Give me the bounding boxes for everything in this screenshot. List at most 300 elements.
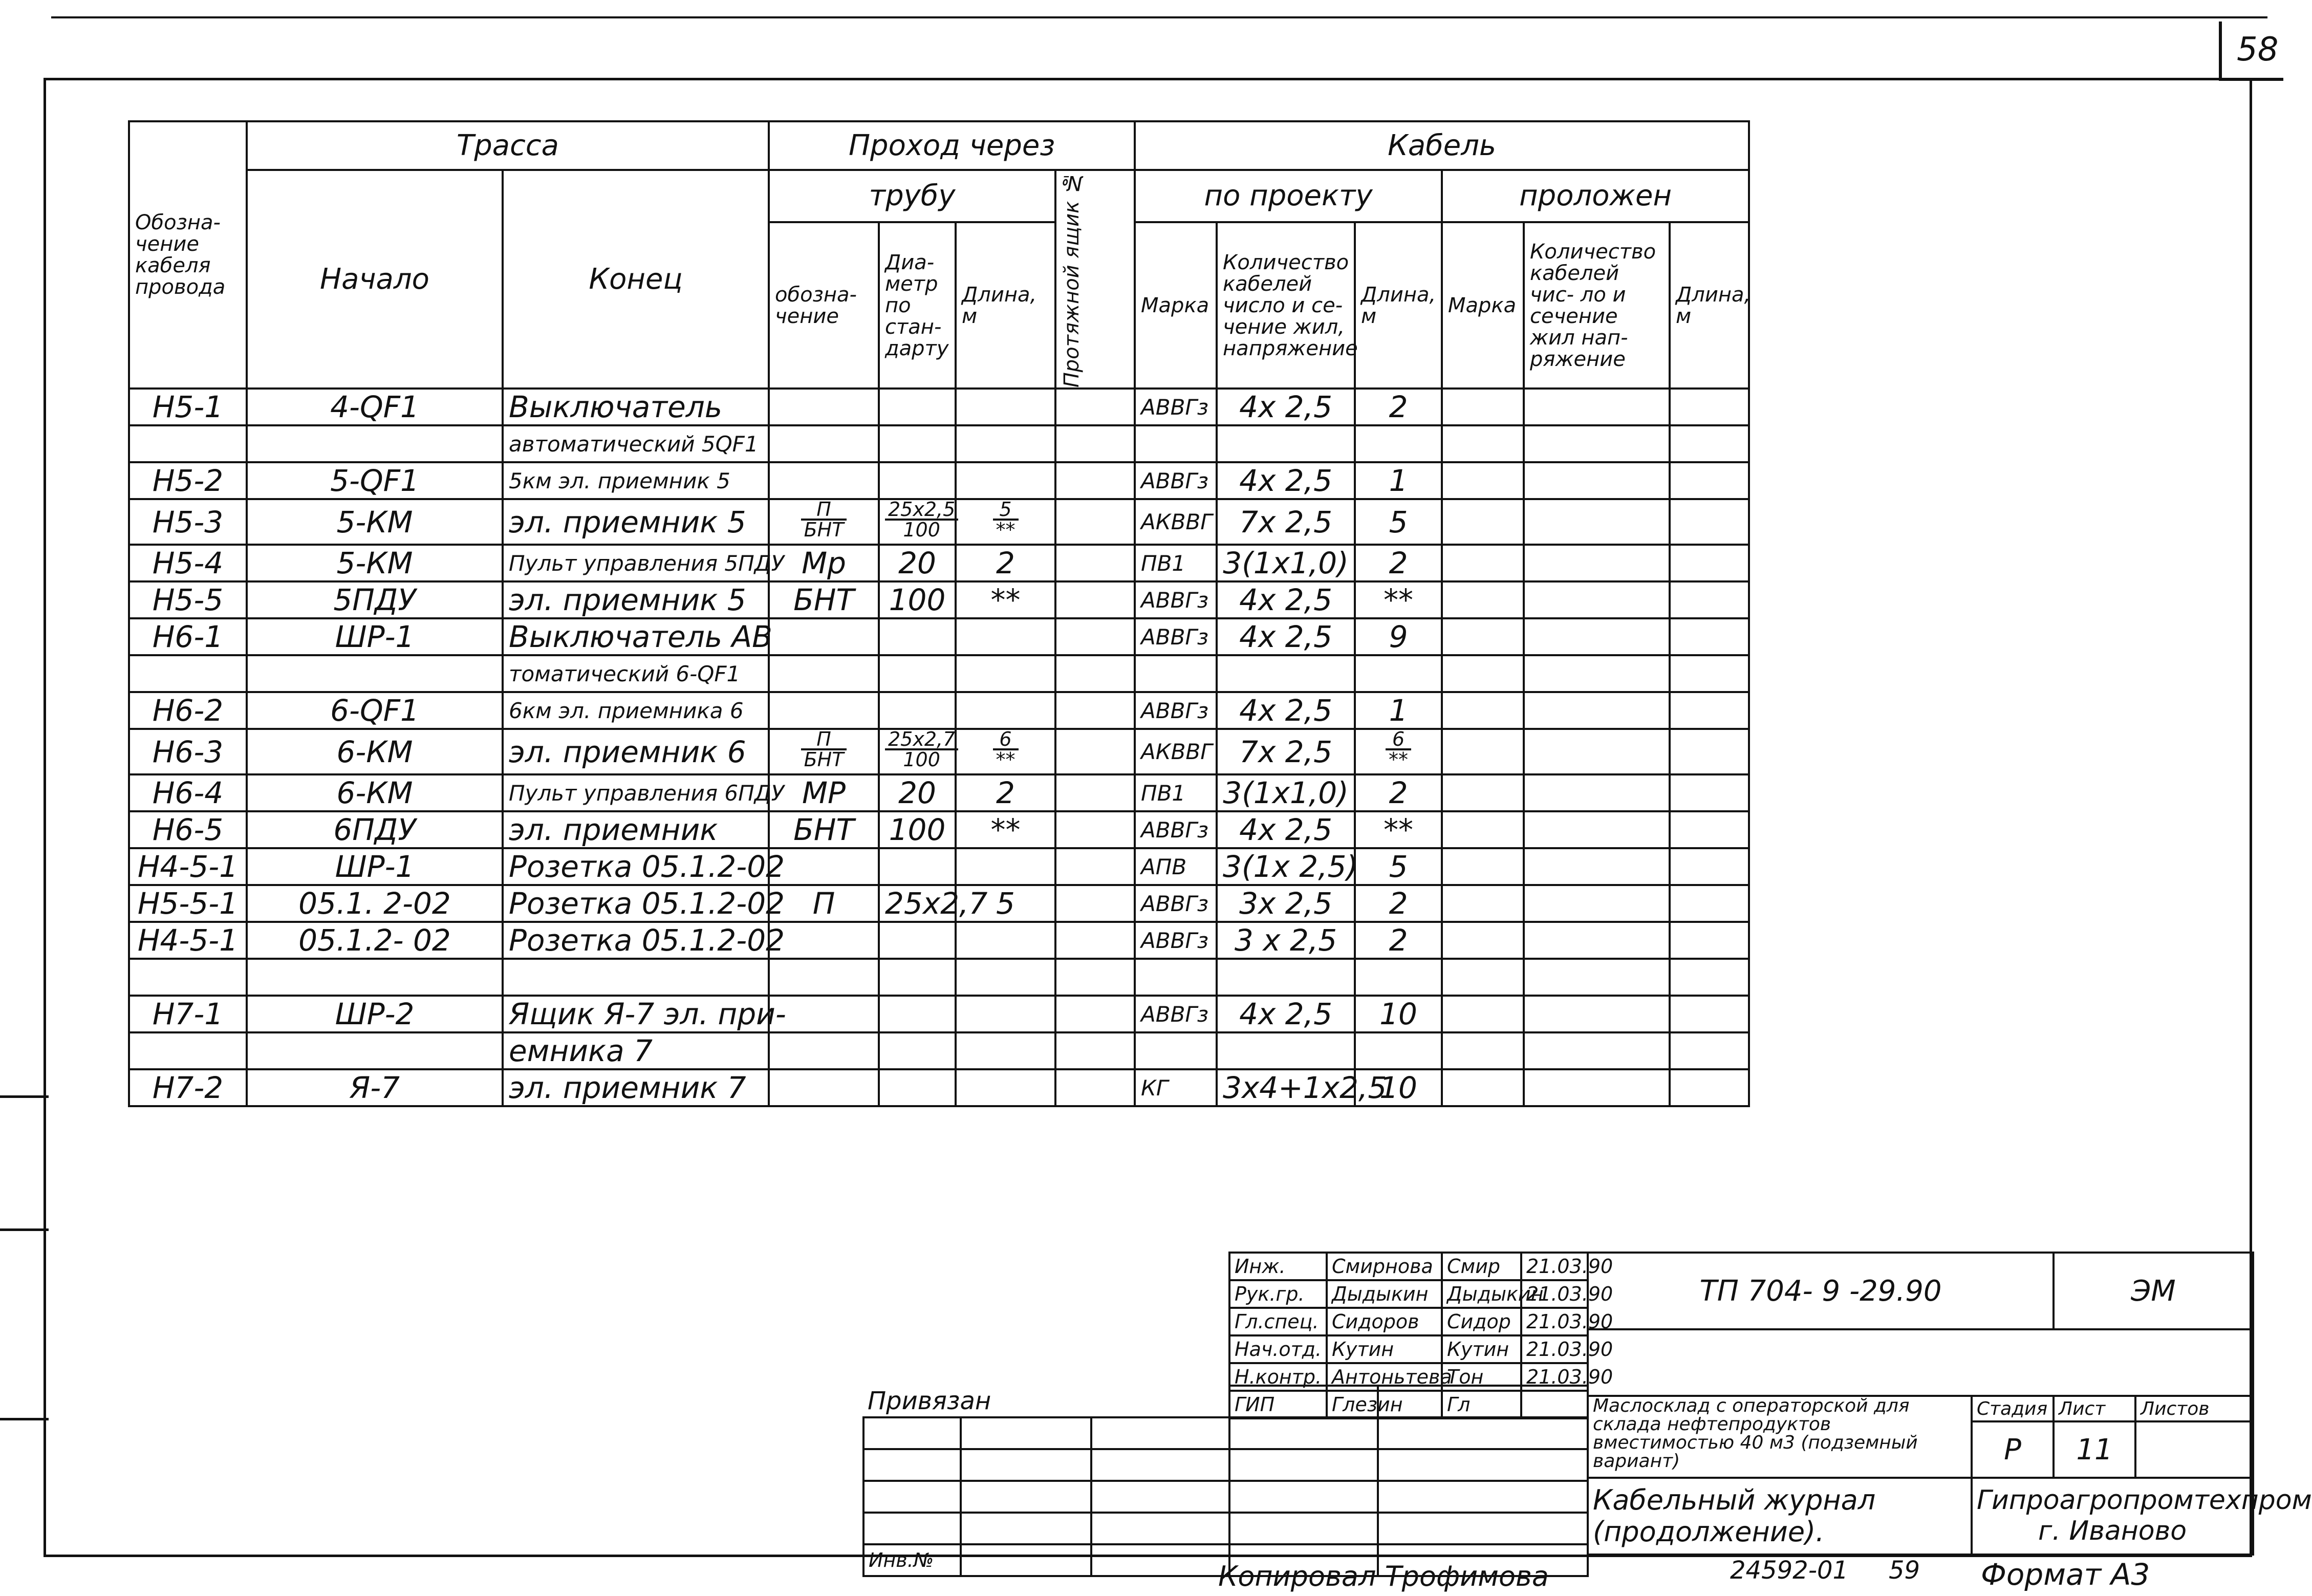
col-passage: Проход через	[769, 121, 1135, 170]
col-pipe-diameter: Диа- метр по стан- дарту	[879, 222, 956, 389]
cell-pipe-length	[956, 655, 1055, 692]
cell-count-section: 7х 2,5	[1217, 499, 1355, 545]
cell-pipe-designation: МР	[769, 774, 879, 811]
col-laid: проложен	[1442, 170, 1749, 222]
cable-rows	[129, 389, 1749, 1106]
archive-number: 24592-01	[1730, 1556, 1849, 1585]
cell-length: 2	[1355, 389, 1442, 425]
cell-pull-box	[1055, 499, 1135, 545]
cell-count-section: 4х 2,5	[1217, 811, 1355, 848]
cell-pipe-length	[956, 996, 1055, 1032]
cell-length: 10	[1355, 1069, 1442, 1106]
cell-mark: АВВГз	[1135, 996, 1217, 1032]
cell-pipe-diameter	[879, 959, 956, 996]
cell-route-start	[247, 655, 503, 692]
table-row	[129, 545, 1749, 581]
table-row	[129, 959, 1749, 996]
cell-pipe-length-denominator: **	[996, 519, 1015, 542]
cell-length: 9	[1355, 618, 1442, 655]
table-row	[129, 581, 1749, 618]
cell-pipe-length	[956, 618, 1055, 655]
signature-mark: Сидор	[1442, 1308, 1521, 1335]
cell-pipe-designation	[769, 1069, 879, 1106]
cell-designation: Н5-5	[129, 581, 247, 618]
margin-tick	[0, 1095, 49, 1098]
cell-count-section-laid	[1524, 655, 1670, 692]
col-by-project: по проекту	[1135, 170, 1442, 222]
cell-route-end: Пульт управления 5ПДУ	[503, 545, 769, 581]
signature-row	[1229, 1253, 1588, 1280]
cell-mark-laid	[1442, 848, 1524, 885]
cell-mark: АПВ	[1135, 848, 1217, 885]
cell-pipe-length	[956, 1069, 1055, 1106]
signature-date: 21.03.90	[1521, 1363, 1588, 1391]
cell-pipe-designation	[769, 425, 879, 462]
table-row	[129, 499, 1749, 545]
cell-designation: Н7-2	[129, 1069, 247, 1106]
cell-pipe-designation-fraction	[801, 730, 847, 769]
cell-mark-laid	[1442, 499, 1524, 545]
signature-date: 21.03.90	[1521, 1253, 1588, 1280]
cell-pipe-designation-denominator: БНТ	[804, 748, 844, 771]
signature-role: Рук.гр.	[1229, 1280, 1327, 1308]
cell-pipe-designation	[769, 848, 879, 885]
cell-pipe-length	[956, 848, 1055, 885]
col-count-section: Количество кабелей число и се- чение жил, напряжение	[1217, 222, 1355, 389]
cell-pull-box	[1055, 545, 1135, 581]
cable-journal-table	[128, 120, 1750, 1107]
cell-pipe-length	[956, 462, 1055, 499]
cell-mark-laid	[1442, 462, 1524, 499]
cell-pipe-diameter: 20	[879, 545, 956, 581]
signature-name: Глезин	[1327, 1391, 1442, 1418]
cell-pipe-designation	[769, 618, 879, 655]
sheets-value	[2135, 1421, 2253, 1478]
cell-designation	[129, 1032, 247, 1069]
signature-mark: Дыдыкин	[1442, 1280, 1521, 1308]
cell-route-start	[247, 1032, 503, 1069]
cell-mark-laid	[1442, 581, 1524, 618]
binding-label: Привязан	[863, 1386, 1229, 1417]
cell-route-start: 05.1.2- 02	[247, 922, 503, 959]
cell-length: 2	[1355, 885, 1442, 922]
cell-length-laid	[1670, 1032, 1749, 1069]
cell-length-laid	[1670, 885, 1749, 922]
cell-mark: ПВ1	[1135, 774, 1217, 811]
cell-pull-box	[1055, 389, 1135, 425]
cell-route-end: емника 7	[503, 1032, 769, 1069]
cell-pull-box	[1055, 774, 1135, 811]
cell-pull-box	[1055, 462, 1135, 499]
cell-route-end: Розетка 05.1.2-02	[503, 885, 769, 922]
cell-designation: Н6-4	[129, 774, 247, 811]
cell-route-start: 5-КМ	[247, 545, 503, 581]
cell-mark-laid	[1442, 922, 1524, 959]
cell-pipe-diameter	[879, 996, 956, 1032]
cell-mark-laid	[1442, 545, 1524, 581]
cell-mark-laid	[1442, 729, 1524, 774]
cell-count-section: 4х 2,5	[1217, 389, 1355, 425]
cell-designation: Н5-5-1	[129, 885, 247, 922]
cell-mark-laid	[1442, 811, 1524, 848]
cell-count-section: 3(1х1,0)	[1217, 774, 1355, 811]
table-row	[129, 389, 1749, 425]
cell-count-section	[1217, 425, 1355, 462]
cell-route-end: Выключатель АВ	[503, 618, 769, 655]
cell-route-end: эл. приемник 5	[503, 499, 769, 545]
cell-length-laid	[1670, 996, 1749, 1032]
cell-pipe-designation-denominator: БНТ	[804, 519, 844, 542]
signature-role: Инж.	[1229, 1253, 1327, 1280]
signature-date: 21.03.90	[1521, 1308, 1588, 1335]
cell-count-section-laid	[1524, 1069, 1670, 1106]
cell-count-section: 3(1х 2,5)	[1217, 848, 1355, 885]
cell-route-end: Розетка 05.1.2-02	[503, 848, 769, 885]
cell-length-laid	[1670, 581, 1749, 618]
cell-designation	[129, 425, 247, 462]
cell-pipe-length	[956, 922, 1055, 959]
table-row	[129, 885, 1749, 922]
cell-designation: Н4-5-1	[129, 848, 247, 885]
signature-mark: Смир	[1442, 1253, 1521, 1280]
cell-designation: Н7-1	[129, 996, 247, 1032]
cell-count-section: 4х 2,5	[1217, 996, 1355, 1032]
cell-pipe-designation	[769, 922, 879, 959]
cell-length-laid	[1670, 545, 1749, 581]
signature-mark: Гл	[1442, 1391, 1521, 1418]
cell-count-section-laid	[1524, 389, 1670, 425]
cell-length-laid	[1670, 425, 1749, 462]
stage-value: Р	[1972, 1421, 2054, 1478]
table-row	[129, 1032, 1749, 1069]
cell-route-start: 5ПДУ	[247, 581, 503, 618]
cell-route-start: ШР-2	[247, 996, 503, 1032]
cell-pull-box	[1055, 1032, 1135, 1069]
table-row	[129, 462, 1749, 499]
cell-pipe-diameter-fraction	[885, 730, 958, 769]
cell-mark-laid	[1442, 425, 1524, 462]
cell-pipe-designation: Мр	[769, 545, 879, 581]
signature-row	[1229, 1280, 1588, 1308]
cell-mark: АВВГз	[1135, 885, 1217, 922]
cell-pipe-length: **	[956, 581, 1055, 618]
cell-length-laid	[1670, 462, 1749, 499]
cell-length-laid	[1670, 959, 1749, 996]
cell-pipe-diameter: 100	[879, 581, 956, 618]
cell-mark: АКВВГ	[1135, 499, 1217, 545]
cell-mark: КГ	[1135, 1069, 1217, 1106]
cell-pull-box	[1055, 811, 1135, 848]
cell-route-start: 5-КМ	[247, 499, 503, 545]
cell-count-section-laid	[1524, 499, 1670, 545]
col-route-end: Конец	[503, 170, 769, 389]
cell-length: 2	[1355, 545, 1442, 581]
sheet-label: Лист	[2054, 1396, 2135, 1421]
cell-mark-laid	[1442, 692, 1524, 729]
cell-count-section-laid	[1524, 581, 1670, 618]
signature-row	[1229, 1308, 1588, 1335]
cell-mark	[1135, 425, 1217, 462]
signature-name: Смирнова	[1327, 1253, 1442, 1280]
cell-pipe-length	[956, 425, 1055, 462]
col-mark-laid: Марка	[1442, 222, 1524, 389]
cell-pull-box	[1055, 655, 1135, 692]
cell-mark: АВВГз	[1135, 692, 1217, 729]
signature-role: Нач.отд.	[1229, 1335, 1327, 1363]
signature-mark: Кутин	[1442, 1335, 1521, 1363]
cell-count-section-laid	[1524, 692, 1670, 729]
cell-route-start	[247, 425, 503, 462]
cell-route-start: 6-КМ	[247, 729, 503, 774]
cell-pipe-designation: БНТ	[769, 811, 879, 848]
cell-route-start: 6ПДУ	[247, 811, 503, 848]
cell-mark-laid	[1442, 1032, 1524, 1069]
cell-count-section-laid	[1524, 774, 1670, 811]
cell-pipe-length: 5	[956, 885, 1055, 922]
col-cable: Кабель	[1135, 121, 1749, 170]
cell-count-section-laid	[1524, 462, 1670, 499]
cell-pipe-length	[956, 389, 1055, 425]
col-pull-box	[1055, 170, 1135, 389]
cell-mark: АВВГз	[1135, 462, 1217, 499]
cell-count-section-laid	[1524, 425, 1670, 462]
cell-route-end: Выключатель	[503, 389, 769, 425]
table-row	[129, 425, 1749, 462]
cell-pipe-diameter	[879, 692, 956, 729]
cell-pipe-diameter	[879, 1069, 956, 1106]
cell-pipe-diameter	[879, 848, 956, 885]
cell-route-start: 05.1. 2-02	[247, 885, 503, 922]
cell-mark: АВВГз	[1135, 922, 1217, 959]
cell-pipe-diameter	[879, 618, 956, 655]
signature-mark: Тон	[1442, 1363, 1521, 1391]
table-row	[129, 1069, 1749, 1106]
cell-length: 5	[1355, 499, 1442, 545]
table-row	[129, 848, 1749, 885]
col-designation: Обозна- чение кабеля провода	[129, 121, 247, 389]
cell-mark-laid	[1442, 1069, 1524, 1106]
cell-length: **	[1355, 581, 1442, 618]
cell-mark: АВВГз	[1135, 389, 1217, 425]
sheet-number: 58	[2237, 31, 2279, 69]
cell-length: 2	[1355, 922, 1442, 959]
cell-pipe-diameter	[879, 1032, 956, 1069]
cell-count-section: 7х 2,5	[1217, 729, 1355, 774]
cell-pull-box	[1055, 1069, 1135, 1106]
cell-pipe-designation	[769, 655, 879, 692]
cell-route-end: автоматический 5QF1	[503, 425, 769, 462]
cell-count-section-laid	[1524, 729, 1670, 774]
cell-length: 1	[1355, 692, 1442, 729]
cell-mark	[1135, 655, 1217, 692]
cell-mark	[1135, 959, 1217, 996]
cell-count-section: 3х 2,5	[1217, 885, 1355, 922]
cell-pipe-length-numerator: 5	[993, 500, 1019, 521]
cell-route-end: Ящик Я-7 эл. при-	[503, 996, 769, 1032]
cell-route-start: 6-КМ	[247, 774, 503, 811]
cell-pipe-designation	[769, 729, 879, 774]
cell-pipe-length-fraction	[993, 730, 1019, 769]
cell-length: 10	[1355, 996, 1442, 1032]
col-route-start: Начало	[247, 170, 503, 389]
cell-pipe-length	[956, 499, 1055, 545]
cell-route-end: 5км эл. приемник 5	[503, 462, 769, 499]
table-row	[129, 922, 1749, 959]
cell-pipe-designation: БНТ	[769, 581, 879, 618]
table-row	[129, 618, 1749, 655]
margin-tick	[0, 1228, 49, 1231]
cell-designation: Н5-3	[129, 499, 247, 545]
cell-pipe-designation	[769, 462, 879, 499]
cell-length-laid	[1670, 692, 1749, 729]
cell-pull-box	[1055, 729, 1135, 774]
cell-mark-laid	[1442, 618, 1524, 655]
cell-pull-box	[1055, 996, 1135, 1032]
cell-route-start	[247, 959, 503, 996]
cell-pipe-designation-fraction	[801, 498, 847, 542]
cell-designation: Н6-5	[129, 811, 247, 848]
inv-label: Инв.№	[863, 1544, 961, 1576]
cell-length-fraction	[1386, 730, 1411, 769]
signature-role: Гл.спец.	[1229, 1308, 1327, 1335]
cell-designation: Н4-5-1	[129, 922, 247, 959]
cell-mark: АВВГз	[1135, 581, 1217, 618]
stage-label: Стадия	[1972, 1396, 2054, 1421]
cell-length	[1355, 959, 1442, 996]
signature-role: ГИП	[1229, 1391, 1327, 1418]
cell-pipe-diameter-numerator: 25х2,7	[885, 730, 958, 750]
cell-mark: ПВ1	[1135, 545, 1217, 581]
signature-role: Н.контр.	[1229, 1363, 1327, 1391]
cell-count-section-laid	[1524, 885, 1670, 922]
cell-length	[1355, 655, 1442, 692]
drawing-title: Кабельный журнал (продолжение).	[1588, 1478, 1972, 1555]
cell-pipe-length: 2	[956, 774, 1055, 811]
cell-pull-box	[1055, 922, 1135, 959]
signature-name: Кутин	[1327, 1335, 1442, 1363]
col-pipe-length: Длина, м	[956, 222, 1055, 389]
cell-pull-box	[1055, 618, 1135, 655]
cell-designation: Н6-3	[129, 729, 247, 774]
cell-length: 5	[1355, 848, 1442, 885]
cell-pipe-length: 2	[956, 545, 1055, 581]
cell-pipe-diameter	[879, 729, 956, 774]
sheet-value: 11	[2054, 1421, 2135, 1478]
table-row	[129, 692, 1749, 729]
cell-route-end: Пульт управления 6ПДУ	[503, 774, 769, 811]
cell-designation	[129, 959, 247, 996]
cell-pipe-designation-numerator: П	[801, 730, 847, 750]
cell-length-numerator: 6	[1386, 730, 1411, 750]
cell-count-section	[1217, 655, 1355, 692]
cell-route-start: 6-QF1	[247, 692, 503, 729]
cell-designation: Н5-2	[129, 462, 247, 499]
cell-count-section-laid	[1524, 922, 1670, 959]
cell-mark-laid	[1442, 389, 1524, 425]
cell-mark-laid	[1442, 885, 1524, 922]
cell-route-start: 4-QF1	[247, 389, 503, 425]
cell-route-end: 6км эл. приемника 6	[503, 692, 769, 729]
cell-length	[1355, 425, 1442, 462]
cell-count-section	[1217, 959, 1355, 996]
cell-length-denominator: **	[1389, 748, 1409, 771]
cell-count-section: 3х4+1х2,5	[1217, 1069, 1355, 1106]
cell-pipe-length: **	[956, 811, 1055, 848]
cell-length-laid	[1670, 848, 1749, 885]
signature-name: Дыдыкин	[1327, 1280, 1442, 1308]
cell-count-section-laid	[1524, 618, 1670, 655]
cell-route-start: ШР-1	[247, 848, 503, 885]
cell-count-section-laid	[1524, 811, 1670, 848]
cell-length-laid	[1670, 655, 1749, 692]
cell-pipe-diameter	[879, 922, 956, 959]
cell-pipe-length-numerator: 6	[993, 730, 1019, 750]
cell-route-end: эл. приемник 7	[503, 1069, 769, 1106]
signature-date: 21.03.90	[1521, 1280, 1588, 1308]
cell-pull-box	[1055, 425, 1135, 462]
table-row	[129, 996, 1749, 1032]
table-row	[129, 774, 1749, 811]
cell-pipe-diameter-fraction	[885, 498, 958, 542]
cell-route-end: эл. приемник	[503, 811, 769, 848]
cell-pipe-length	[956, 1032, 1055, 1069]
cell-pipe-designation-numerator: П	[801, 500, 847, 521]
cell-count-section: 4х 2,5	[1217, 692, 1355, 729]
cell-pull-box	[1055, 581, 1135, 618]
cell-pipe-diameter: 100	[879, 811, 956, 848]
cell-pipe-length	[956, 692, 1055, 729]
cell-pipe-designation	[769, 1032, 879, 1069]
cell-pull-box	[1055, 848, 1135, 885]
cell-route-start: ШР-1	[247, 618, 503, 655]
col-mark: Марка	[1135, 222, 1217, 389]
cell-pull-box	[1055, 692, 1135, 729]
cell-mark-laid	[1442, 655, 1524, 692]
binding-table	[862, 1385, 1589, 1577]
cell-pipe-diameter	[879, 389, 956, 425]
cell-count-section: 4х 2,5	[1217, 462, 1355, 499]
cell-designation: Н6-1	[129, 618, 247, 655]
col-length-laid: Длина, м	[1670, 222, 1749, 389]
cell-pipe-diameter	[879, 655, 956, 692]
format-label: Формат А3	[1981, 1557, 2150, 1592]
cell-count-section-laid	[1524, 1032, 1670, 1069]
cell-count-section-laid	[1524, 996, 1670, 1032]
cell-pipe-designation	[769, 692, 879, 729]
cell-count-section: 4х 2,5	[1217, 618, 1355, 655]
copied-by: Копировал Трофимова	[1218, 1560, 1549, 1592]
page-number: 59	[1889, 1556, 1920, 1585]
cell-route-end	[503, 959, 769, 996]
cell-route-end: эл. приемник 5	[503, 581, 769, 618]
signature-date: 21.03.90	[1521, 1335, 1588, 1363]
doc-code: ТП 704- 9 -29.90	[1588, 1253, 2054, 1329]
col-count-section-laid: Количество кабелей чис- ло и сечение жил нап- ряжение	[1524, 222, 1670, 389]
cell-pull-box	[1055, 959, 1135, 996]
cell-designation: Н5-4	[129, 545, 247, 581]
cell-pipe-diameter	[879, 499, 956, 545]
cell-mark: АВВГз	[1135, 811, 1217, 848]
cell-route-end: эл. приемник 6	[503, 729, 769, 774]
cell-length	[1355, 729, 1442, 774]
cell-count-section	[1217, 1032, 1355, 1069]
cell-length-laid	[1670, 499, 1749, 545]
cell-designation	[129, 655, 247, 692]
table-row	[129, 655, 1749, 692]
cell-route-end: томатический 6-QF1	[503, 655, 769, 692]
cell-length: 2	[1355, 774, 1442, 811]
cell-pipe-designation: П	[769, 885, 879, 922]
